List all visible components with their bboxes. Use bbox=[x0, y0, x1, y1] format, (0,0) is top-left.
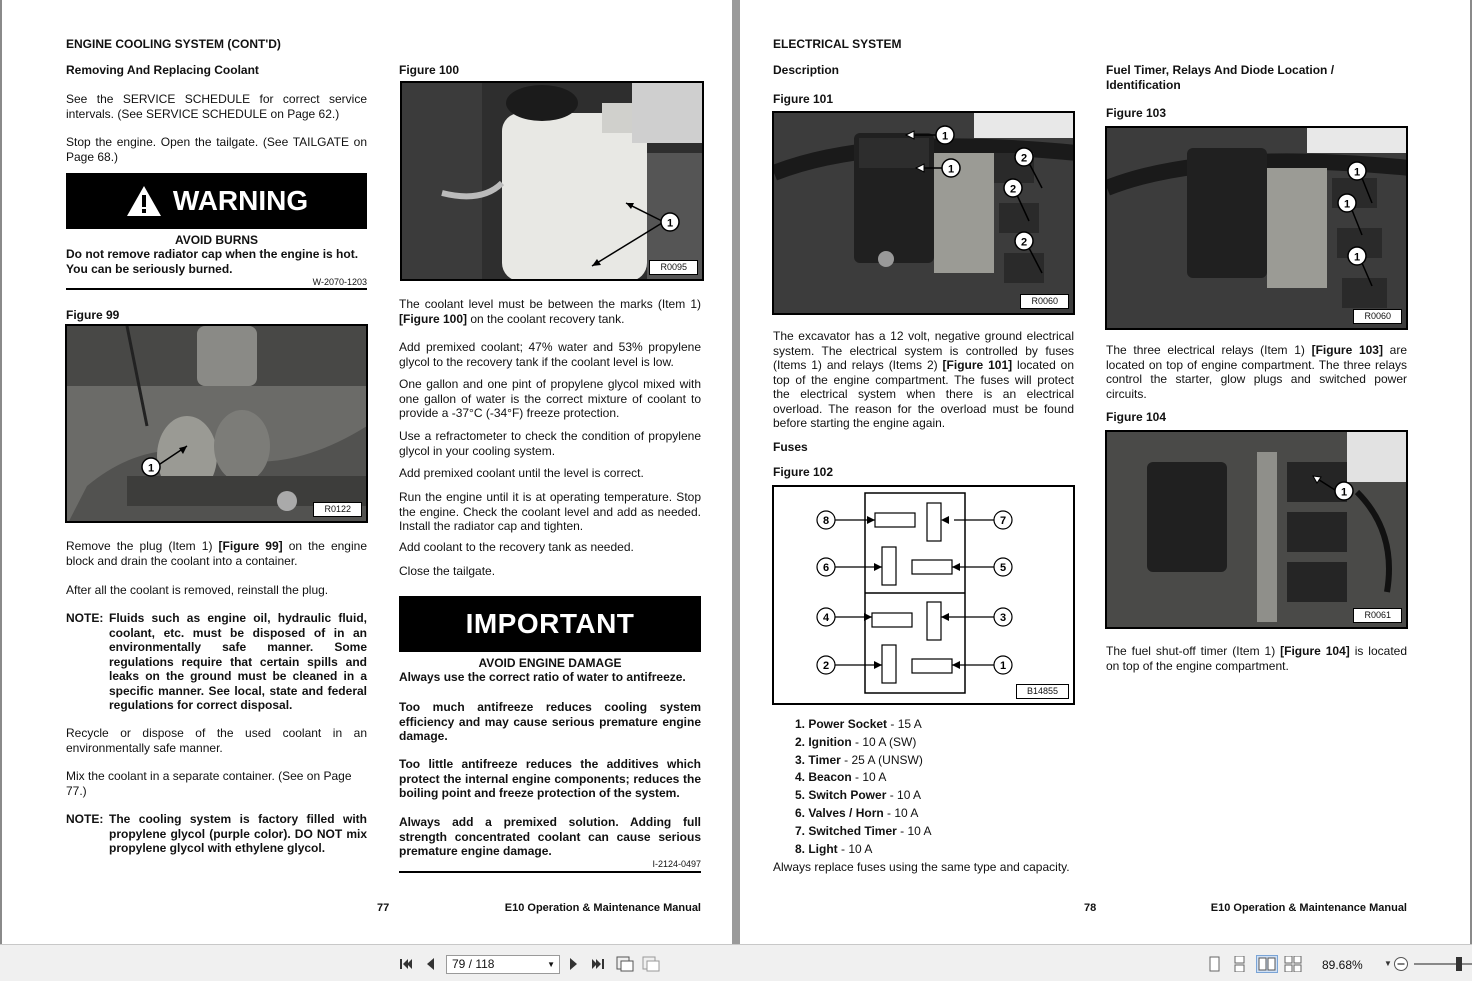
important-text: Always add a premixed solution. Adding full strength concentrated coolant can cause serious premature engine damage. bbox=[399, 815, 701, 858]
fuse-number: 1 bbox=[999, 660, 1007, 672]
page-indicator: 79 / 118 bbox=[452, 957, 495, 971]
paragraph: The coolant level must be between the marks (Item 1) [Figure 100] on the coolant recovery tank. bbox=[399, 297, 701, 326]
warning-heading: AVOID BURNS bbox=[174, 233, 259, 247]
paragraph: Mix the coolant in a separate container. (See on Page 77.) bbox=[66, 769, 352, 798]
fuse-number: 6 bbox=[822, 562, 830, 574]
page-number: 77 bbox=[377, 902, 390, 914]
note: NOTE: Fluids such as engine oil, hydraulic fluid, coolant, etc. must be disposed of in an environmentally safe manner. Some regulations require that certain spills and leaks on the ground must be cleaned in a specific manner. See local, state and federal regulations for correct disposal. bbox=[66, 611, 367, 712]
subheading: Description bbox=[773, 63, 840, 77]
continuous-icon[interactable] bbox=[1231, 956, 1247, 972]
figure-104-photo bbox=[1105, 430, 1408, 629]
section-title: ENGINE COOLING SYSTEM (CONT'D) bbox=[66, 37, 281, 51]
zoom-out-icon[interactable] bbox=[1393, 956, 1409, 972]
callout-number: 1 bbox=[1340, 486, 1348, 499]
figure-101-photo bbox=[772, 111, 1075, 315]
warning-text: Do not remove radiator cap when the engine is hot. You can be seriously burned. bbox=[66, 247, 359, 276]
note: NOTE: The cooling system is factory filled with propylene glycol (purple color). DO NOT mix propylene glycol with ethylene glycol. bbox=[66, 812, 367, 855]
figure-caption: Figure 104 bbox=[1106, 410, 1167, 424]
list-item: 8. Light - 10 A bbox=[795, 841, 873, 856]
figure-caption: Figure 101 bbox=[773, 92, 834, 106]
paragraph: Close the tailgate. bbox=[399, 564, 496, 578]
zoom-slider-handle[interactable] bbox=[1456, 957, 1462, 971]
list-item: 2. Ignition - 10 A (SW) bbox=[795, 734, 917, 749]
figure-label: R0122 bbox=[313, 502, 362, 517]
facing-continuous-icon[interactable] bbox=[1284, 956, 1300, 972]
warning-title: WARNING bbox=[172, 185, 309, 216]
fuse-number: 4 bbox=[822, 612, 830, 624]
paragraph: Use a refractometer to check the condition of propylene glycol in your cooling system. bbox=[399, 429, 701, 458]
figure-102-fuse-diagram bbox=[772, 485, 1075, 705]
figure-label: B14855 bbox=[1016, 684, 1069, 699]
important-title: IMPORTANT bbox=[465, 608, 635, 639]
fuse-number: 7 bbox=[999, 515, 1007, 527]
paragraph: Add premixed coolant; 47% water and 53% propylene glycol to the recovery tank if the coolant level is low. bbox=[399, 340, 701, 369]
divider bbox=[66, 288, 367, 290]
list-item: 5. Switch Power - 10 A bbox=[795, 788, 922, 803]
list-item: 7. Switched Timer - 10 A bbox=[795, 823, 932, 838]
important-banner bbox=[399, 596, 701, 652]
figure-103-photo bbox=[1105, 126, 1408, 330]
fuse-number: 5 bbox=[999, 562, 1007, 574]
callout-number: 1 bbox=[666, 217, 674, 230]
viewer-toolbar bbox=[0, 944, 1472, 981]
paragraph: Remove the plug (Item 1) [Figure 99] on the engine block and drain the coolant into a container. bbox=[66, 539, 367, 568]
subheading: Fuses bbox=[773, 440, 808, 454]
list-item: 4. Beacon - 10 A bbox=[795, 770, 887, 785]
warning-code: W-2070-1203 bbox=[312, 277, 367, 287]
divider bbox=[399, 871, 701, 873]
callout-number: 2 bbox=[1020, 236, 1028, 249]
page-gap bbox=[732, 0, 740, 944]
subheading: Fuel Timer, Relays And Diode Location / Identification bbox=[1106, 63, 1335, 92]
list-item: 3. Timer - 25 A (UNSW) bbox=[795, 752, 923, 767]
figure-100-photo bbox=[400, 81, 704, 281]
chevron-down-icon[interactable]: ▼ bbox=[547, 960, 555, 969]
fuse-note: Always replace fuses using the same type and capacity. bbox=[773, 860, 1070, 874]
callout-number: 1 bbox=[147, 462, 155, 475]
paragraph: One gallon and one pint of propylene glycol mixed with one gallon of water is the correct mixture of coolant to provide a -37°C (-34°F) freeze protection. bbox=[399, 377, 701, 420]
paragraph: After all the coolant is removed, reinstall the plug. bbox=[66, 583, 329, 597]
paragraph: The fuel shut-off timer (Item 1) [Figure 104] is located on top of the engine compartment. bbox=[1106, 644, 1408, 673]
paragraph: Add coolant to the recovery tank as needed. bbox=[399, 540, 634, 554]
page-number-input[interactable] bbox=[446, 955, 560, 974]
callout-number: 2 bbox=[1009, 183, 1017, 196]
warning-triangle-icon bbox=[125, 184, 163, 218]
important-text: Always use the correct ratio of water to antifreeze. bbox=[399, 670, 686, 684]
fuse-list bbox=[795, 716, 932, 858]
important-text: Too little antifreeze reduces the additives which protect the internal engine components; reduces the boiling point and freeze protection of the system. bbox=[399, 757, 701, 800]
previous-page-icon[interactable] bbox=[423, 956, 439, 972]
callout-number: 1 bbox=[1353, 251, 1361, 264]
paragraph: Stop the engine. Open the tailgate. (See TAILGATE on Page 68.) bbox=[66, 135, 367, 164]
paragraph: Run the engine until it is at operating temperature. Stop the engine. Check the coolant level and add as needed. Install the radiator cap and tighten. bbox=[399, 490, 701, 533]
figure-caption: Figure 100 bbox=[399, 63, 460, 77]
page-77 bbox=[2, 0, 732, 944]
important-heading: AVOID ENGINE DAMAGE bbox=[478, 656, 622, 670]
page-number: 78 bbox=[1084, 902, 1097, 914]
paragraph: Recycle or dispose of the used coolant in an environmentally safe manner. bbox=[66, 726, 367, 755]
figure-caption: Figure 103 bbox=[1106, 106, 1167, 120]
facing-icon[interactable] bbox=[1256, 955, 1278, 973]
zoom-slider[interactable] bbox=[1414, 963, 1472, 965]
figure-label: R0095 bbox=[649, 260, 698, 275]
figure-caption: Figure 102 bbox=[773, 465, 834, 479]
chevron-down-icon[interactable]: ▼ bbox=[1384, 959, 1392, 968]
figure-99-photo bbox=[65, 324, 368, 523]
warning-banner bbox=[66, 173, 367, 229]
paragraph: See the SERVICE SCHEDULE for correct service intervals. (See SERVICE SCHEDULE on Page 62.) bbox=[66, 92, 367, 121]
fuse-number: 8 bbox=[822, 515, 830, 527]
figure-label: R0060 bbox=[1020, 294, 1069, 309]
next-page-icon[interactable] bbox=[565, 956, 581, 972]
figure-label: R0060 bbox=[1353, 309, 1402, 324]
important-code: I-2124-0497 bbox=[652, 859, 701, 869]
paragraph: The three electrical relays (Item 1) [Figure 103] are located on top of engine compartment. The three relays control the starter, glow plugs and switched power circuits. bbox=[1106, 343, 1408, 401]
last-page-icon[interactable] bbox=[590, 956, 606, 972]
single-page-icon[interactable] bbox=[1206, 956, 1222, 972]
footer-title: E10 Operation & Maintenance Manual bbox=[1210, 902, 1407, 914]
fit-page-icon[interactable] bbox=[616, 956, 632, 972]
first-page-icon[interactable] bbox=[398, 956, 414, 972]
callout-number: 1 bbox=[941, 130, 949, 143]
section-title: ELECTRICAL SYSTEM bbox=[773, 37, 902, 51]
callout-number: 1 bbox=[947, 163, 955, 176]
fit-width-icon[interactable] bbox=[642, 956, 658, 972]
figure-label: R0061 bbox=[1353, 608, 1402, 623]
important-text: Too much antifreeze reduces cooling system efficiency and may cause serious premature engine damage. bbox=[399, 700, 701, 743]
paragraph: The excavator has a 12 volt, negative ground electrical system. The electrical system is controlled by fuses (Items 1) and relays (Items 2) [Figure 101] located on top of the engine compartment. The fuses will protect the electrical system when there is an electrical overload. The reason for the overload must be found before starting the engine again. bbox=[773, 329, 1075, 430]
zoom-level[interactable]: 89.68% bbox=[1322, 958, 1363, 972]
callout-number: 1 bbox=[1353, 166, 1361, 179]
list-item: 1. Power Socket - 15 A bbox=[795, 717, 922, 731]
figure-caption: Figure 99 bbox=[66, 308, 120, 322]
paragraph: Add premixed coolant until the level is correct. bbox=[399, 466, 644, 480]
fuse-number: 2 bbox=[822, 660, 830, 672]
subheading: Removing And Replacing Coolant bbox=[66, 63, 259, 77]
footer-title: E10 Operation & Maintenance Manual bbox=[504, 902, 701, 914]
callout-number: 1 bbox=[1343, 198, 1351, 211]
fuse-number: 3 bbox=[999, 612, 1007, 624]
list-item: 6. Valves / Horn - 10 A bbox=[795, 805, 919, 820]
callout-number: 2 bbox=[1020, 152, 1028, 165]
